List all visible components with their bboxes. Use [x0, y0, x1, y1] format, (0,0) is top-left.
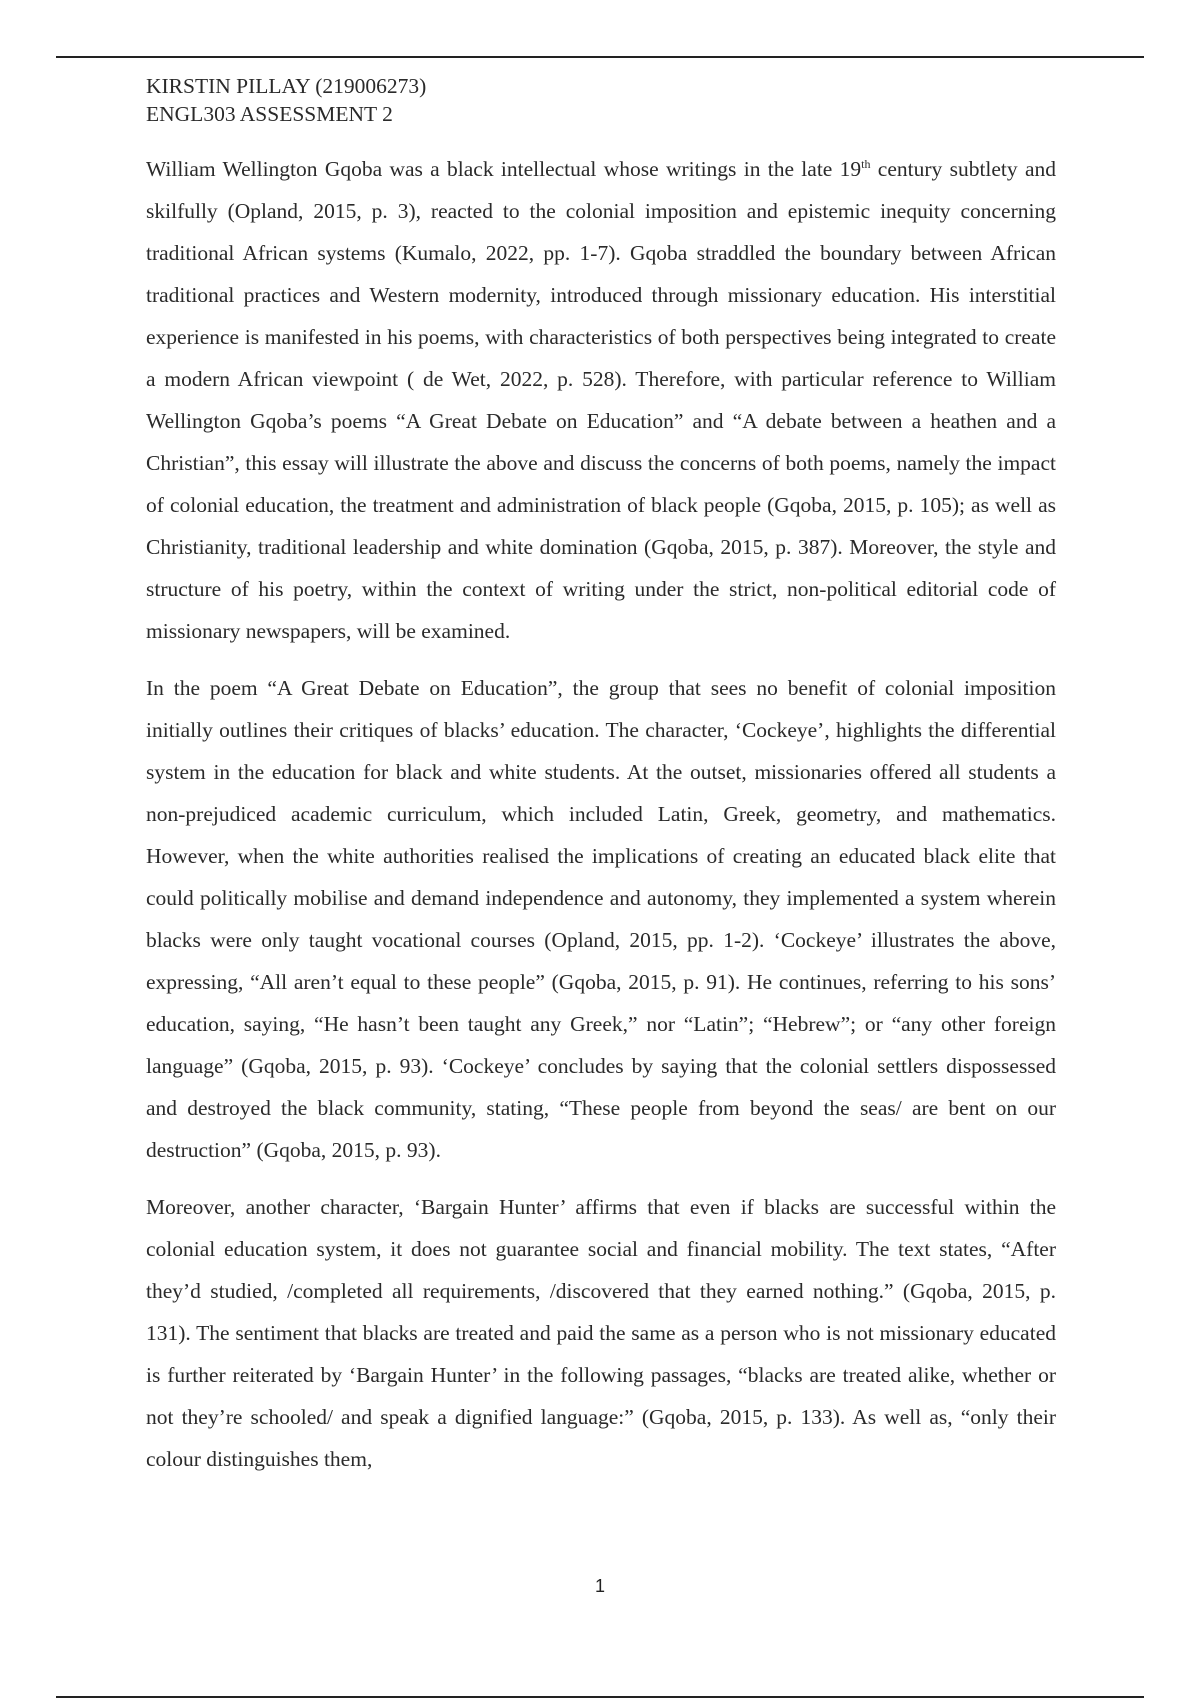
paragraph-2: In the poem “A Great Debate on Education”, the group that sees no benefit of colonial imposition initially outlines their critiques of blacks’ education. The character, ‘Cockeye’, highlights the differential system in the education for black and white students. At the outset, missionaries offered all students a non-prejudiced academic curriculum, which included Latin, Greek, geometry, and mathematics. However, when the white authorities realised the implications of creating an educated black elite that could politically mobilise and demand independence and autonomy, they implemented a system wherein blacks were only taught vocational courses (Opland, 2015, pp. 1-2). ‘Cockeye’ illustrates the above, expressing, “All aren’t equal to these people” (Gqoba, 2015, p. 91). He continues, referring to his sons’ education, saying, “He hasn’t been taught any Greek,” nor “Latin”; “Hebrew”; or “any other foreign language” (Gqoba, 2015, p. 93). ‘Cockeye’ concludes by saying that the colonial settlers dispossessed and destroyed the black community, stating, “These people from beyond the seas/ are bent on our destruction” (Gqoba, 2015, p. 93). [146, 676, 1056, 1162]
paragraph-1 [146, 148, 1056, 652]
paragraph-1-text-start: William Wellington Gqoba was a black intellectual whose writings in the late 19 [146, 157, 862, 181]
page-number: 1 [594, 1576, 605, 1596]
paragraph-1-text-end: century subtlety and skilfully (Opland, 2015, p. 3), reacted to the colonial imposition and epistemic inequity concerning traditional African systems (Kumalo, 2022, pp. 1-7). Gqoba straddled the boundary between African traditional practices and Western modernity, introduced through missionary education. His interstitial experience is manifested in his poems, with characteristics of both perspectives being integrated to create a modern African viewpoint ( de Wet, 2022, p. 528). Therefore, with particular reference to William Wellington Gqoba’s poems “A Great Debate on Education” and “A debate between a heathen and a Christian”, this essay will illustrate the above and discuss the concerns of both poems, namely the impact of colonial education, the treatment and administration of black people (Gqoba, 2015, p. 105); as well as Christianity, traditional leadership and white domination (Gqoba, 2015, p. 387). Moreover, the style and structure of his poetry, within the context of writing under the strict, non-political editorial code of missionary newspapers, will be examined. [146, 157, 1057, 643]
author-line: KIRSTIN PILLAY (219006273) [146, 74, 427, 98]
essay-body [146, 148, 1056, 1495]
ordinal-superscript: th [861, 156, 871, 171]
top-rule [56, 56, 1144, 58]
document-header [146, 72, 1058, 128]
assessment-line: ENGL303 ASSESSMENT 2 [146, 102, 393, 126]
paragraph-3: Moreover, another character, ‘Bargain Hunter’ affirms that even if blacks are successful within the colonial education system, it does not guarantee social and financial mobility. The text states, “After they’d studied, /completed all requirements, /discovered that they earned nothing.” (Gqoba, 2015, p. 131). The sentiment that blacks are treated and paid the same as a person who is not missionary educated is further reiterated by ‘Bargain Hunter’ in the following passages, “blacks are treated alike, whether or not they’re schooled/ and speak a dignified language:” (Gqoba, 2015, p. 133). As well as, “only their colour distinguishes them, [146, 1195, 1056, 1471]
bottom-rule [56, 1696, 1144, 1698]
